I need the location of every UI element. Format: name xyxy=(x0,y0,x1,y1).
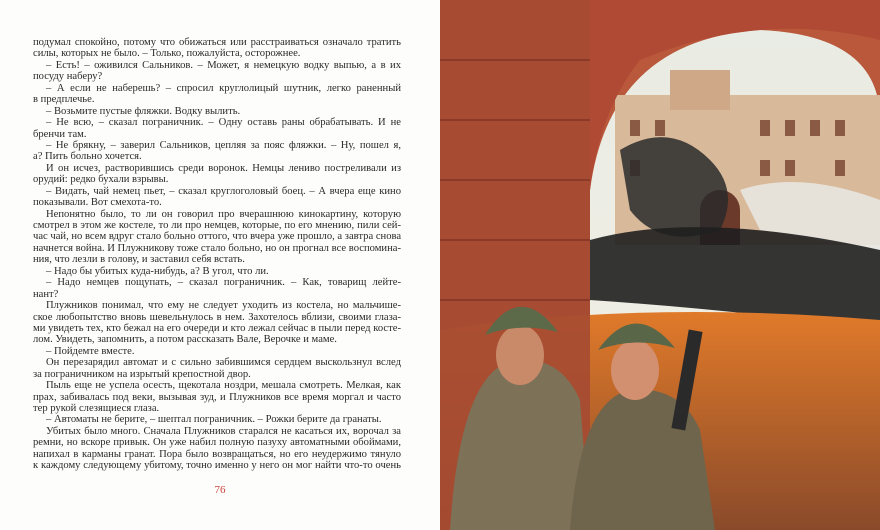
text-line: бренчи там. xyxy=(33,128,87,140)
text-line: – Не брякну, – заверил Сальников, цепляя за пояс фляжки. – Ну, пошел я, xyxy=(46,139,401,151)
text-line: подумал спокойно, потому что обижаться или расстраиваться означало тратить xyxy=(33,37,401,48)
text-line: силы, которых не было. – Только, пожалуйста, осторожнее. xyxy=(33,48,301,60)
text-line: Плужников понимал, что ему не следует уходить из костела, но мальчише- xyxy=(46,300,401,312)
text-line: смотрел в этом же костеле, то ли про немцев, которые, по его мнению, пили сей- xyxy=(33,220,401,231)
text-line: Он перезарядил автомат и с сильно забившимся сердцем выскользнул вслед xyxy=(46,357,401,369)
illustration xyxy=(440,0,880,530)
text-line: Убитых было много. Сначала Плужников старался не касаться их, ворочал за xyxy=(46,425,401,437)
text-line: – Надо немцев пощупать, – сказал пограничник. – Как, товарищ лейте- xyxy=(46,277,401,289)
text-line: – Возьмите пустые фляжки. Водку вылить. xyxy=(46,105,241,117)
text-line: посуду наберу? xyxy=(33,71,103,83)
text-line: час чай, но всем вдруг стало больно оттого, что вчера уже прошло, а завтра снова xyxy=(33,231,401,243)
text-line: Пыль еще не успела осесть, щекотала ноздри, мешала смотреть. Мелкая, как xyxy=(46,380,401,392)
text-line: в предплечье. xyxy=(33,94,95,106)
text-line: И он исчез, растворившись среди воронок. Немцы лениво постреливали из xyxy=(46,162,401,174)
text-line: – А если не наберешь? – спросил круглолицый шутник, легко раненный xyxy=(46,82,401,94)
text-line: показывали. Вот смехота-то. xyxy=(33,197,162,209)
text-line: ское любопытство вновь шевельнулось в нем. Захотелось вблизи, своими глаза- xyxy=(33,311,401,323)
text-line: лом. Увидеть, запомнить, а потом рассказать Вале, Верочке и маме. xyxy=(33,334,337,346)
text-line: к каждому следующему убитому, точно именно у него он мог найти что-то очень xyxy=(33,460,401,472)
text-line: орудий: редко бухали взрывы. xyxy=(33,174,169,186)
text-line: а? Пить больно хочется. xyxy=(33,151,142,163)
text-line: ми увидеть тех, кто бежал на его очереди и кто лежал сейчас в пыли перед косте- xyxy=(33,322,401,334)
text-line: – Не всю, – сказал пограничник. – Одну оставь раны обрабатывать. И не xyxy=(46,117,401,129)
text-line: – Пойдемте вместе. xyxy=(46,345,135,357)
page-number: 76 xyxy=(214,484,226,496)
text-line: – Автоматы не берите, – шептал пограничник. – Рожки берите да гранаты. xyxy=(46,414,382,426)
text-line: ремни, но вскоре привык. Он уже набил полную пазуху автоматными обоймами, xyxy=(33,437,401,449)
body-text xyxy=(33,37,401,472)
text-line: за пограничником на изрытый крепостной двор. xyxy=(33,368,251,380)
text-line: напихал в карманы гранат. Пора было возвращаться, но его неудержимо тянуло xyxy=(33,448,401,460)
text-line: прах, забивалась под веки, вызывая зуд, и Плужников все время моргал и часто xyxy=(33,391,401,403)
text-line: начнется война. И Плужникову тоже стало больно, но он прогнал все воспомина- xyxy=(33,242,401,254)
text-line: нант? xyxy=(33,288,59,300)
text-line: Непонятно было, то ли он говорил про вчерашнюю кинокартину, которую xyxy=(46,208,401,220)
text-line: тер рукой слезящиеся глаза. xyxy=(33,403,160,414)
text-line: – Есть! – оживился Сальников. – Может, я немецкую водку выпью, а в их xyxy=(46,59,401,71)
text-line: ния, что лезли в голову, и заставил себя встать. xyxy=(33,254,245,266)
text-line: – Надо бы убитых куда-нибудь, а? В угол, что ли. xyxy=(46,265,269,277)
text-line: – Видать, чай немец пьет, – сказал круглоголовый боец. – А вчера еще кино xyxy=(46,185,401,197)
soldiers-illustration xyxy=(440,0,880,530)
